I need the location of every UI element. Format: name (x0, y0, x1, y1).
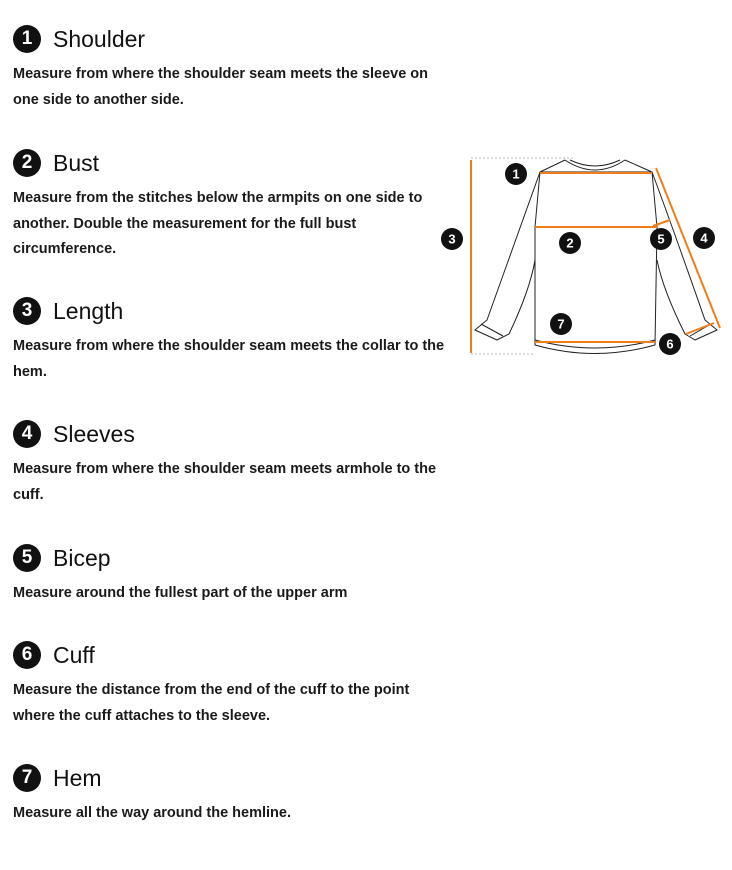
section-description: Measure from where the shoulder seam meets armhole to the cuff. (13, 461, 437, 503)
section-description: Measure the distance from the end of the cuff to the point where the cuff attaches to the sleeve. (13, 682, 410, 724)
svg-text:7: 7 (557, 316, 565, 332)
section-title: Shoulder (53, 25, 146, 52)
section-header (13, 296, 453, 326)
svg-text:1: 1 (512, 166, 520, 182)
section-header (13, 543, 453, 573)
svg-text:2: 2 (566, 235, 574, 251)
section-header (13, 148, 453, 178)
sweater-outline (475, 160, 717, 354)
number-badge-5: 5 (13, 544, 41, 572)
section-header (13, 419, 453, 449)
section-header (13, 24, 453, 54)
section-title: Sleeves (53, 420, 135, 447)
section-hem (13, 763, 453, 827)
section-header (13, 763, 453, 793)
number-badge-3: 3 (13, 297, 41, 325)
diagram-badge-6 (659, 333, 681, 355)
number-badge-2: 2 (13, 149, 41, 177)
svg-text:4: 4 (700, 230, 708, 246)
section-description: Measure from the stitches below the armpits on one side to another. Double the measurement for the full bust circumference. (13, 190, 423, 257)
section-sleeves (13, 419, 453, 508)
bicep-measure-line (653, 220, 670, 226)
section-description: Measure around the fullest part of the upper arm (13, 585, 348, 601)
cuff-measure-line (686, 323, 714, 334)
diagram-badge-5 (650, 228, 672, 250)
section-title: Bust (53, 149, 100, 176)
diagram-badges (441, 163, 715, 355)
sweater-measurement-diagram (435, 140, 725, 362)
diagram-badge-1 (505, 163, 527, 185)
section-shoulder (13, 24, 453, 113)
svg-text:5: 5 (657, 231, 665, 247)
diagram-badge-2 (559, 232, 581, 254)
number-badge-4: 4 (13, 420, 41, 448)
section-title: Length (53, 297, 124, 324)
diagram-badge-7 (550, 313, 572, 335)
number-badge-6: 6 (13, 641, 41, 669)
svg-text:3: 3 (448, 231, 456, 247)
diagram-badge-4 (693, 227, 715, 249)
section-bust (13, 148, 456, 263)
section-length (13, 296, 453, 385)
section-cuff (13, 640, 453, 729)
section-title: Cuff (53, 641, 95, 668)
number-badge-7: 7 (13, 764, 41, 792)
diagram-badge-3 (441, 228, 463, 250)
section-bicep (13, 543, 453, 607)
section-description: Measure all the way around the hemline. (13, 805, 291, 821)
section-description: Measure from where the shoulder seam meets the collar to the hem. (13, 338, 445, 380)
section-title: Hem (53, 764, 102, 791)
svg-text:6: 6 (666, 336, 674, 352)
section-description: Measure from where the shoulder seam meets the sleeve on one side to another side. (13, 66, 429, 108)
section-header (13, 640, 453, 670)
number-badge-1: 1 (13, 25, 41, 53)
section-title: Bicep (53, 544, 111, 571)
